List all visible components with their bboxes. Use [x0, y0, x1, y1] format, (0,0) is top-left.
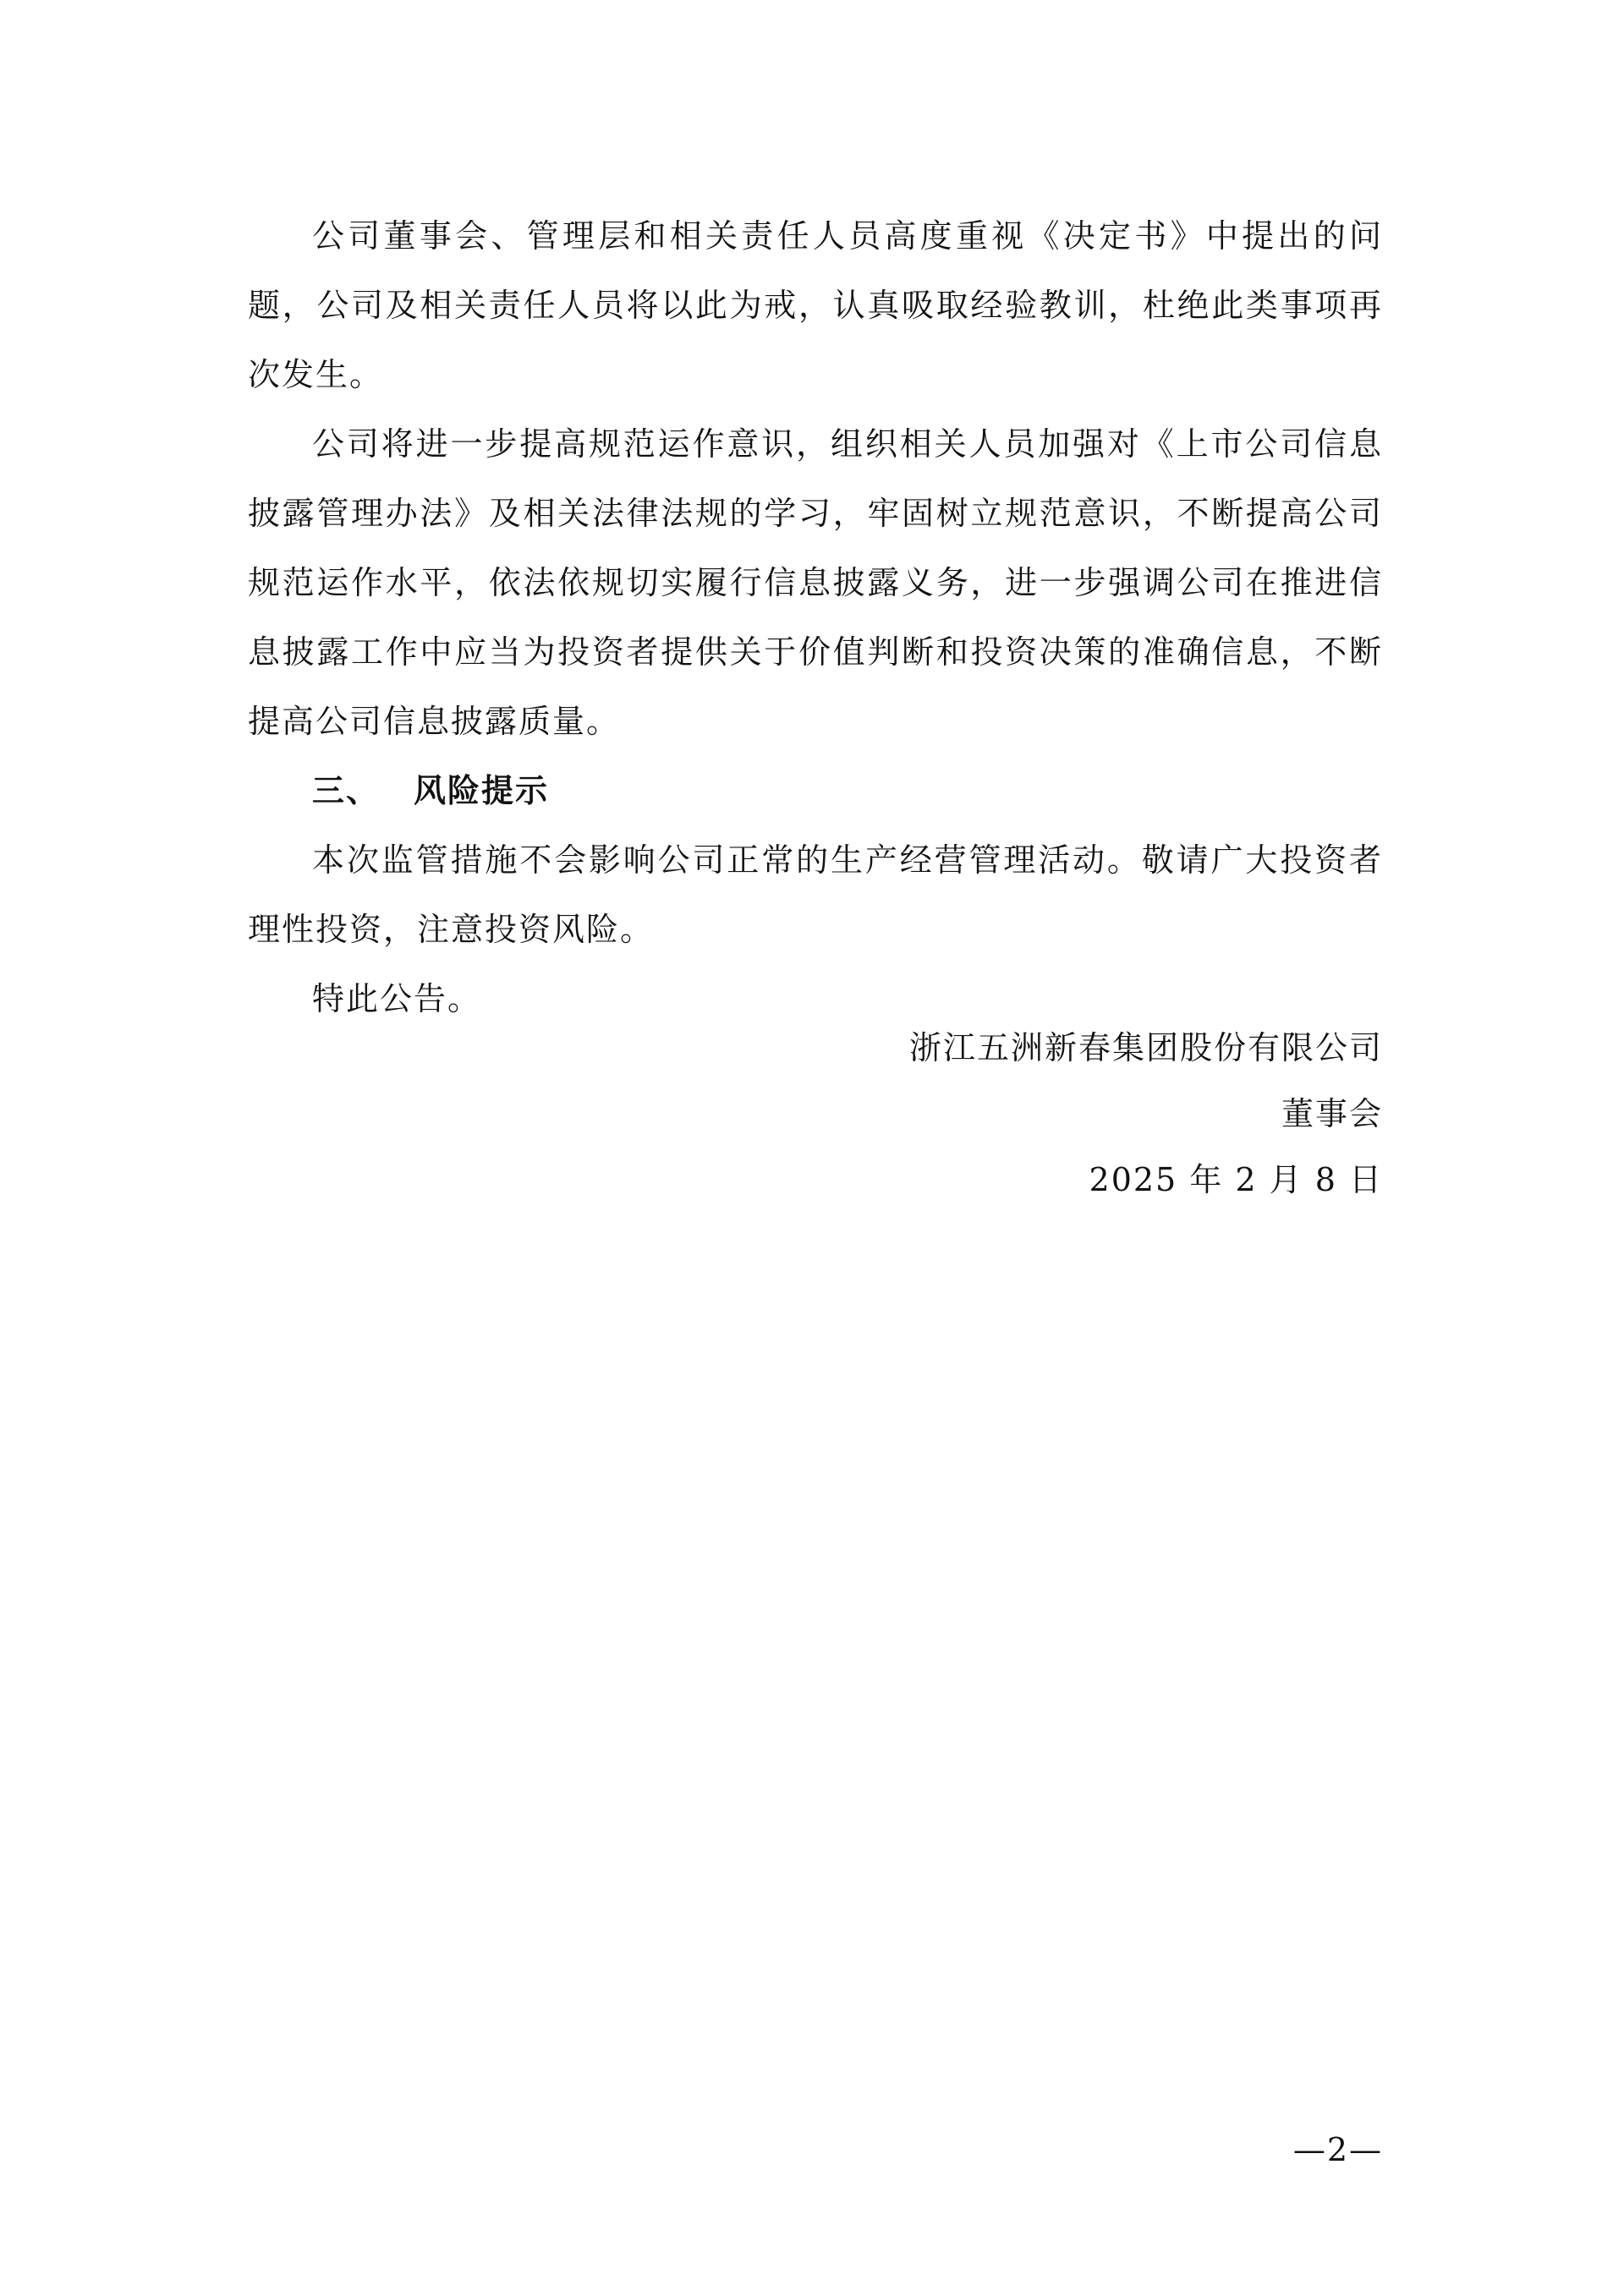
paragraph-board-attention: 公司董事会、管理层和相关责任人员高度重视《决定书》中提出的问题，公司及相关责任人员将以此为戒，认真吸取经验教训，杜绝此类事项再次发生。	[248, 217, 1383, 393]
paragraph-announcement-closing: 特此公告。	[312, 980, 482, 1017]
page-number: —2—	[1292, 2131, 1383, 2168]
section-heading-risk	[248, 756, 1383, 825]
document-body	[248, 201, 1383, 1033]
signature-board: 董事会	[1281, 1095, 1383, 1132]
signature-block	[909, 1015, 1383, 1213]
signature-company: 浙江五洲新春集团股份有限公司	[908, 1029, 1383, 1066]
section-title: 风险提示	[414, 771, 550, 809]
paragraph-risk-notice: 本次监管措施不会影响公司正常的生产经营管理活动。敬请广大投资者理性投资，注意投资风险。	[248, 841, 1383, 948]
signature-date: 2025 年 2 月 8 日	[1089, 1161, 1383, 1198]
section-number: 三、	[312, 771, 381, 809]
paragraph-compliance-improvement: 公司将进一步提高规范运作意识，组织相关人员加强对《上市公司信息披露管理办法》及相关法律法规的学习，牢固树立规范意识，不断提高公司规范运作水平，依法依规切实履行信息披露义务，进一步强调公司在推进信息披露工作中应当为投资者提供关于价值判断和投资决策的准确信息，不断提高公司信息披露质量。	[248, 425, 1383, 740]
